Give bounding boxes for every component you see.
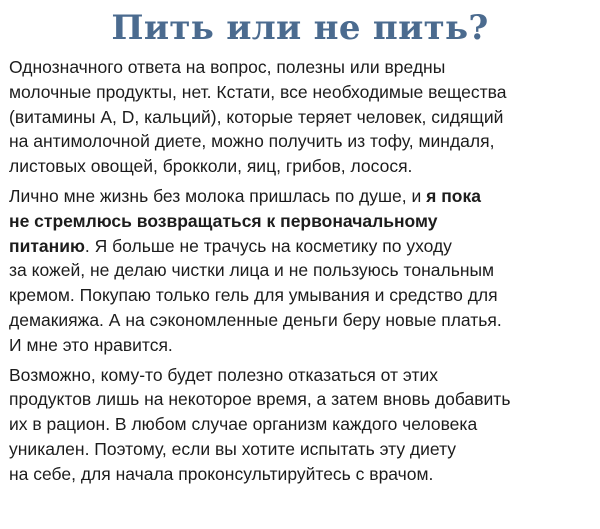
paragraph-3 — [9, 363, 589, 487]
text-line: листовых овощей, брокколи, яиц, грибов, лосося. — [9, 156, 413, 177]
text-line — [9, 234, 589, 259]
text-line — [9, 184, 589, 209]
text-line: продуктов лишь на некоторое время, а затем вновь добавить — [9, 389, 511, 410]
text-line: на антимолочной диете, можно получить из тофу, миндаля, — [9, 131, 495, 152]
text-bold: питанию — [9, 235, 85, 256]
article-title: Пить или не пить? — [111, 8, 489, 48]
paragraph-1 — [9, 55, 589, 179]
text-bold: я пока — [426, 185, 481, 206]
paragraph-2 — [9, 184, 589, 358]
text-line: уникален. Поэтому, если вы хотите испытать эту диету — [9, 438, 457, 459]
text-line: И мне это нравится. — [9, 334, 173, 355]
article-body — [9, 55, 589, 492]
text-normal: . Я больше не трачусь на косметику по уходу — [84, 235, 452, 256]
text-line: Возможно, кому-то будет полезно отказаться от этих — [9, 364, 438, 385]
text-normal: Лично мне жизнь без молока пришлась по душе, и — [9, 185, 427, 206]
text-line: Однозначного ответа на вопрос, полезны или вредны — [9, 57, 446, 77]
text-line-bold: не стремлюсь возвращаться к первоначальному — [9, 210, 438, 231]
text-line: молочные продукты, нет. Кстати, все необходимые вещества — [9, 81, 507, 102]
text-line: их в рацион. В любом случае организм каждого человека — [9, 414, 478, 435]
text-line: за кожей, не делаю чистки лица и не пользуюсь тональным — [9, 260, 495, 281]
text-line: демакияжа. А на сэкономленные деньги беру новые платья. — [9, 309, 502, 330]
text-line: (витамины A, D, кальций), которые теряет человек, сидящий — [9, 106, 504, 127]
text-line: кремом. Покупаю только гель для умывания и средство для — [9, 285, 498, 306]
text-line: на себе, для начала проконсультируйтесь с врачом. — [9, 463, 434, 484]
